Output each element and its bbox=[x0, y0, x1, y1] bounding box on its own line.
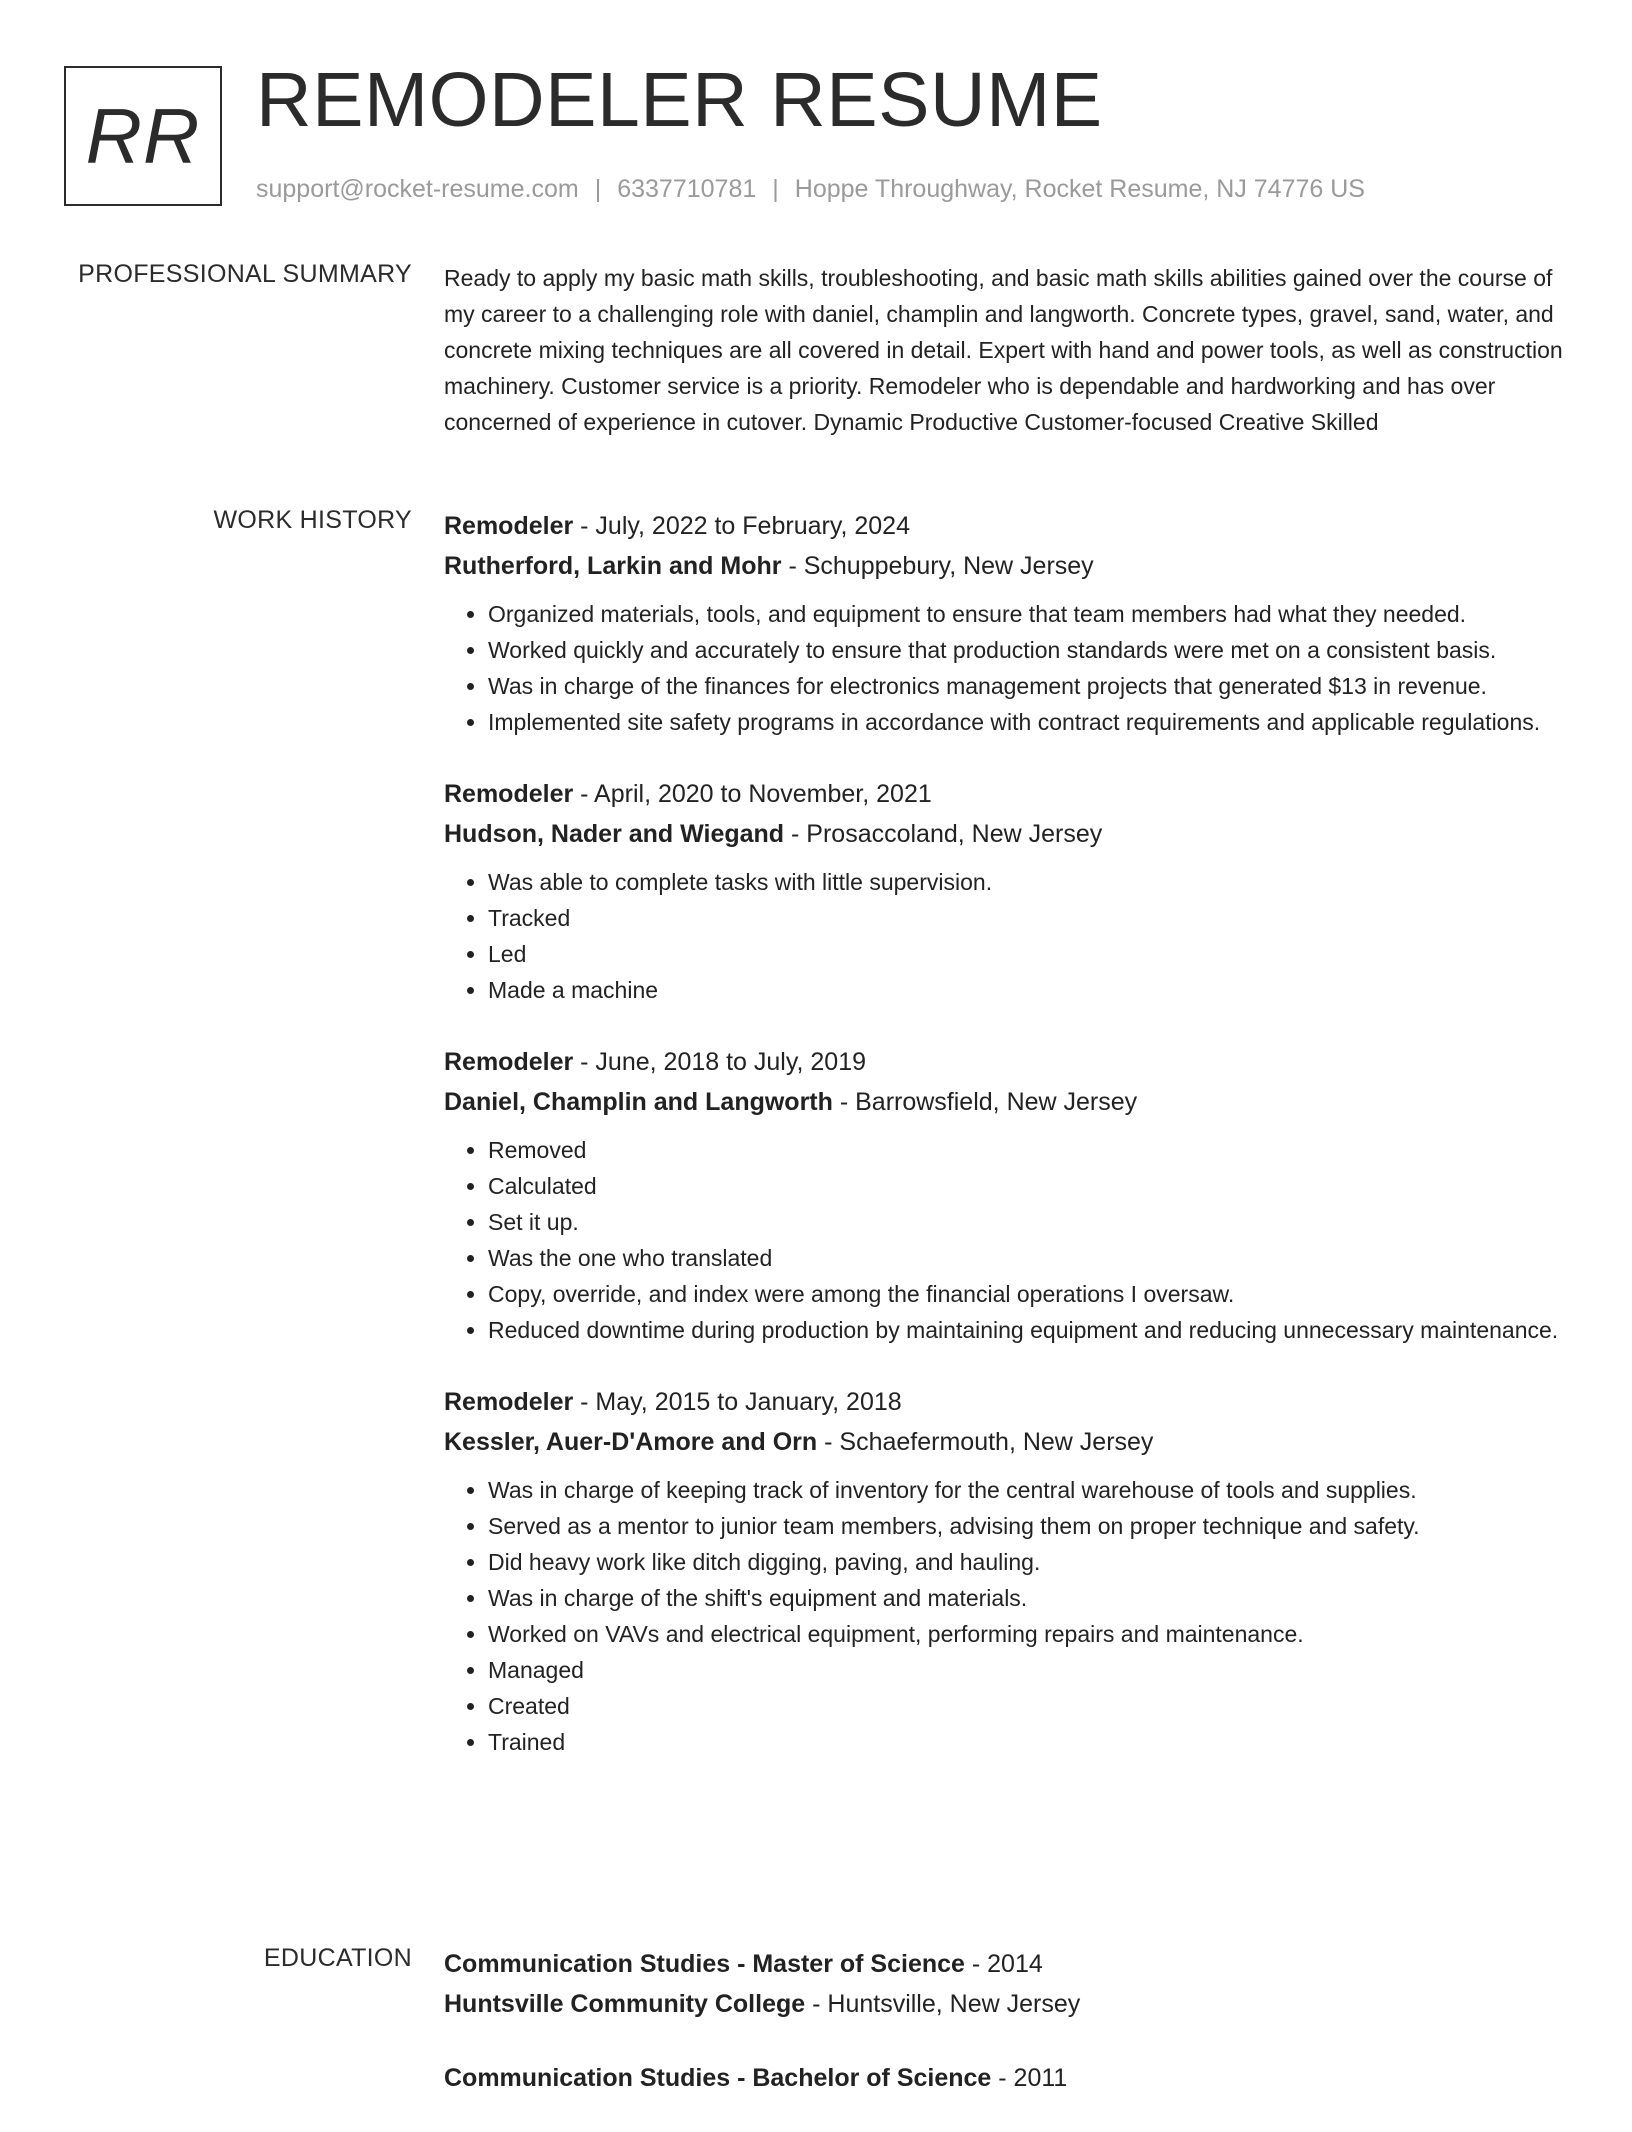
job-company: Rutherford, Larkin and Mohr bbox=[444, 552, 782, 580]
jobs-list bbox=[444, 506, 1564, 1794]
contact-line bbox=[256, 175, 1365, 204]
contact-address: Hoppe Throughway, Rocket Resume, NJ 74776 US bbox=[794, 175, 1365, 203]
degree-line bbox=[444, 1944, 1564, 1984]
section-label-summary: PROFESSIONAL SUMMARY bbox=[78, 260, 412, 288]
education-entry bbox=[444, 2058, 1564, 2098]
job-bullet: • Created bbox=[488, 1688, 1564, 1724]
job-dates: - July, 2022 to February, 2024 bbox=[573, 512, 910, 540]
job-title: Remodeler bbox=[444, 512, 574, 540]
degree-year: - 2011 bbox=[991, 2064, 1068, 2092]
job-bullet: • Was the one who translated bbox=[488, 1240, 1564, 1276]
job-location: - Schuppebury, New Jersey bbox=[781, 552, 1094, 580]
section-label-work: WORK HISTORY bbox=[213, 506, 412, 534]
job-bullet: • Managed bbox=[488, 1652, 1564, 1688]
monogram-logo: RR bbox=[64, 66, 222, 206]
job-company: Hudson, Nader and Wiegand bbox=[444, 820, 785, 848]
job-bullet: • Trained bbox=[488, 1724, 1564, 1760]
summary-text: Ready to apply my basic math skills, troubleshooting, and basic math skills abilities gained over the course of my career to a challenging role with daniel, champlin and langworth. Concrete types, gravel, sand, water, and concrete mixing techniques are all covered in detail. Expert with hand and power tools, as well as construction machinery. Customer service is a priority. Remodeler who is dependable and hardworking and has over concerned of experience in cutover. Dynamic Productive Customer-focused Creative Skilled bbox=[444, 265, 1563, 435]
job-entry bbox=[444, 1042, 1564, 1348]
school-name: Huntsville Community College bbox=[444, 1990, 806, 2018]
degree-year: - 2014 bbox=[964, 1950, 1043, 1978]
job-dates: - April, 2020 to November, 2021 bbox=[573, 780, 932, 808]
job-bullet: • Led bbox=[488, 936, 1564, 972]
school-location: - Huntsville, New Jersey bbox=[805, 1990, 1081, 2018]
job-bullet: • Worked on VAVs and electrical equipment, performing repairs and maintenance. bbox=[488, 1616, 1564, 1652]
job-company-line bbox=[444, 546, 1564, 586]
resume-title: REMODELER RESUME bbox=[256, 57, 1103, 143]
job-bullets bbox=[444, 596, 1564, 740]
job-bullet: • Was in charge of the finances for electronics management projects that generated $13 in revenue. bbox=[488, 668, 1564, 704]
job-company-line bbox=[444, 1422, 1564, 1462]
job-entry bbox=[444, 1382, 1564, 1760]
school-line bbox=[444, 1984, 1564, 2024]
degree: Communication Studies - Bachelor of Science bbox=[444, 2064, 992, 2092]
job-bullet: • Organized materials, tools, and equipment to ensure that team members had what they needed. bbox=[488, 596, 1564, 632]
job-title: Remodeler bbox=[444, 1388, 574, 1416]
job-title: Remodeler bbox=[444, 780, 574, 808]
contact-email: support@rocket-resume.com bbox=[256, 175, 579, 203]
degree-line bbox=[444, 2058, 1564, 2098]
job-title-line bbox=[444, 1382, 1564, 1422]
job-company: Daniel, Champlin and Langworth bbox=[444, 1088, 833, 1116]
job-title-line bbox=[444, 774, 1564, 814]
education-list bbox=[444, 1944, 1564, 2132]
job-location: - Barrowsfield, New Jersey bbox=[832, 1088, 1138, 1116]
contact-separator: | bbox=[772, 175, 779, 203]
job-bullet: • Calculated bbox=[488, 1168, 1564, 1204]
job-bullet: • Made a machine bbox=[488, 972, 1564, 1008]
job-bullet: • Did heavy work like ditch digging, paving, and hauling. bbox=[488, 1544, 1564, 1580]
job-bullets bbox=[444, 1132, 1564, 1348]
section-label-education: EDUCATION bbox=[263, 1944, 412, 1972]
job-dates: - May, 2015 to January, 2018 bbox=[573, 1388, 902, 1416]
contact-phone: 6337710781 bbox=[617, 175, 757, 203]
job-bullet: • Implemented site safety programs in accordance with contract requirements and applicable regulations. bbox=[488, 704, 1564, 740]
job-company-line bbox=[444, 1082, 1564, 1122]
job-bullet: • Served as a mentor to junior team members, advising them on proper technique and safety. bbox=[488, 1508, 1564, 1544]
contact-separator: | bbox=[594, 175, 602, 203]
job-title-line bbox=[444, 1042, 1564, 1082]
job-bullets bbox=[444, 1472, 1564, 1760]
education-entry bbox=[444, 1944, 1564, 2024]
job-bullet: • Reduced downtime during production by maintaining equipment and reducing unnecessary maintenance. bbox=[488, 1312, 1564, 1348]
job-location: - Schaefermouth, New Jersey bbox=[817, 1428, 1154, 1456]
degree: Communication Studies - Master of Science bbox=[444, 1950, 965, 1978]
job-bullet: • Removed bbox=[488, 1132, 1564, 1168]
job-company-line bbox=[444, 814, 1564, 854]
job-dates: - June, 2018 to July, 2019 bbox=[573, 1048, 867, 1076]
job-bullet: • Was able to complete tasks with little supervision. bbox=[488, 864, 1564, 900]
job-bullet: • Set it up. bbox=[488, 1204, 1564, 1240]
job-title-line bbox=[444, 506, 1564, 546]
job-bullet: • Was in charge of keeping track of inventory for the central warehouse of tools and supplies. bbox=[488, 1472, 1564, 1508]
job-entry bbox=[444, 774, 1564, 1008]
job-bullets bbox=[444, 864, 1564, 1008]
job-entry bbox=[444, 506, 1564, 740]
job-bullet: • Copy, override, and index were among the financial operations I oversaw. bbox=[488, 1276, 1564, 1312]
job-bullet: • Worked quickly and accurately to ensure that production standards were met on a consistent basis. bbox=[488, 632, 1564, 668]
job-bullet: • Was in charge of the shift's equipment and materials. bbox=[488, 1580, 1564, 1616]
job-title: Remodeler bbox=[444, 1048, 574, 1076]
job-bullet: • Tracked bbox=[488, 900, 1564, 936]
job-company: Kessler, Auer-D'Amore and Orn bbox=[444, 1428, 818, 1456]
job-location: - Prosaccoland, New Jersey bbox=[784, 820, 1103, 848]
